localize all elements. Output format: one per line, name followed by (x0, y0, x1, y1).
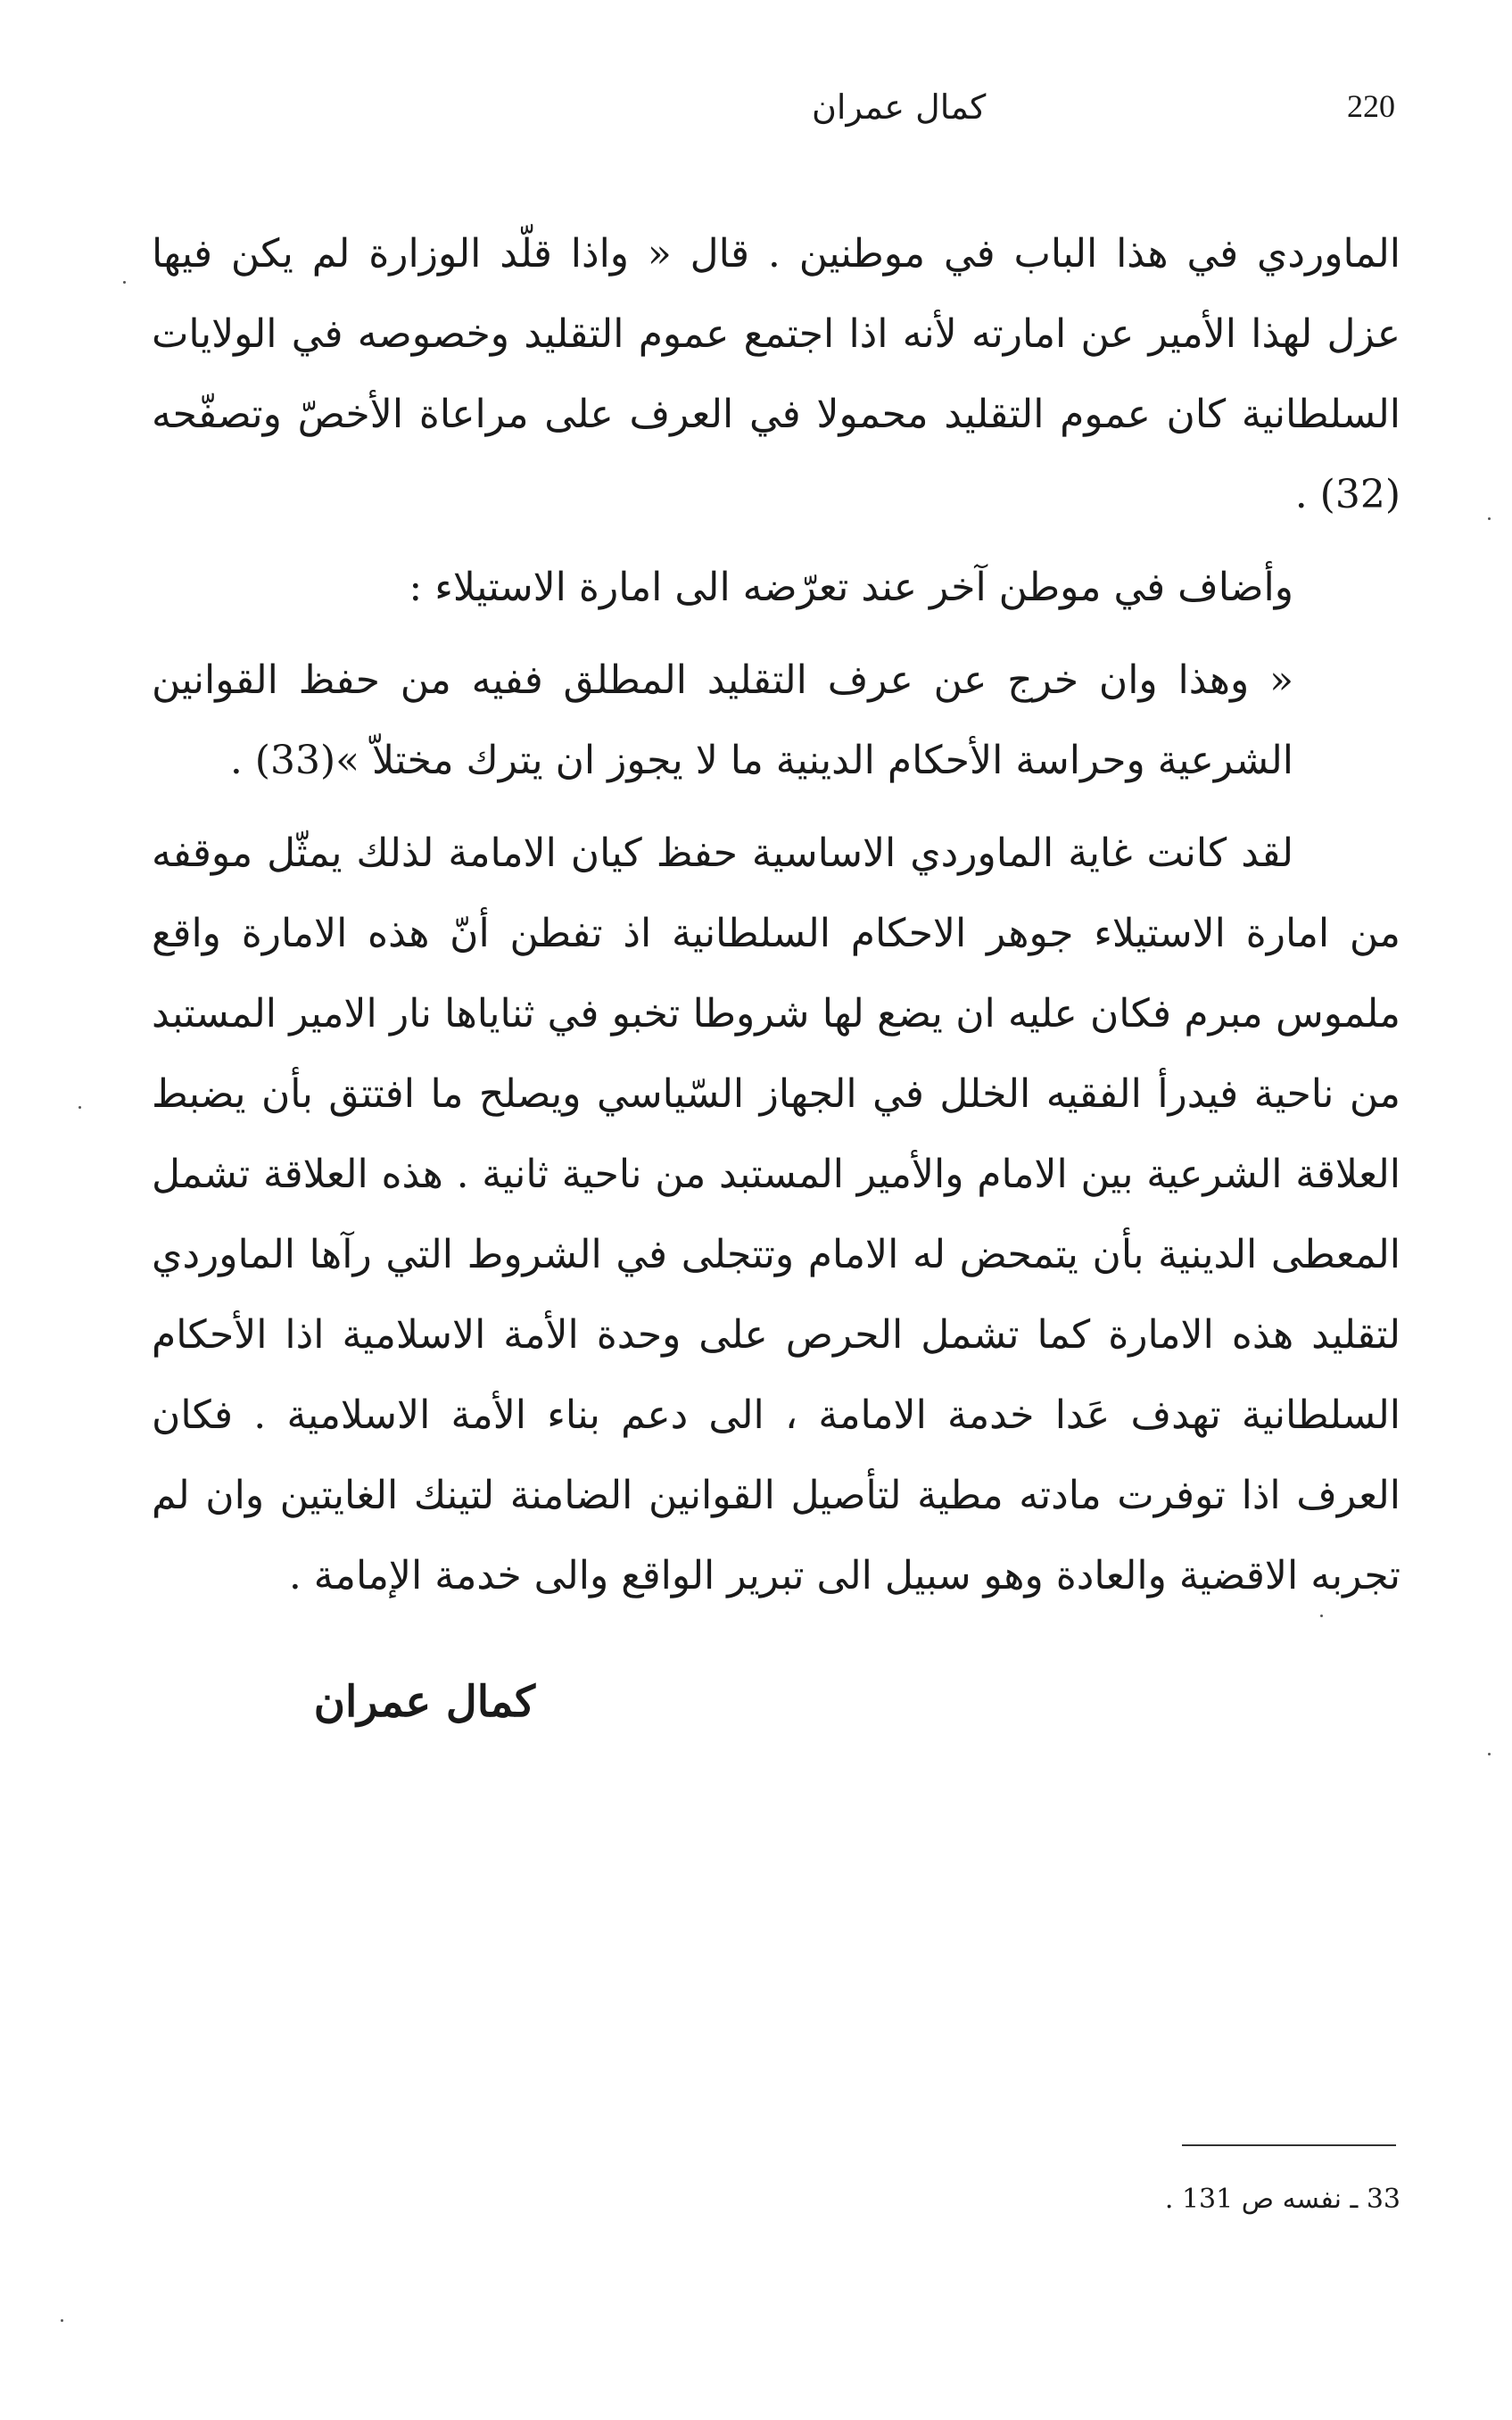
body-text (152, 214, 1400, 1616)
paragraph: لقد كانت غاية الماوردي الاساسية حفظ كيان الامامة لذلك يمثّل موقفه من امارة الاستيلاء جوهر الاحكام السلطانية اذ تفطن أنّ هذه الامارة واقع ملموس مبرم فكان عليه ان يضع لها شروطا تخبو في ثناياها نار الامير المستبد من ناحية فيدرأ الفقيه الخلل في الجهاز السّياسي ويصلح ما افتتق بأن يضبط العلاقة الشرعية بين الامام والأمير المستبد من ناحية ثانية . هذه العلاقة تشمل المعطى الدينية بأن يتمحض له الامام وتتجلى في الشروط التي رآها الماوردي لتقليد هذه الامارة كما تشمل الحرص على وحدة الأمة الاسلامية اذا الأحكام السلطانية تهدف عَدا خدمة الامامة ، الى دعم بناء الأمة الاسلامية . فكان العرف اذا توفرت مادته مطية لتأصيل القوانين الضامنة لتينك الغايتين وان لم تجربه الاقضية والعادة وهو سبيل الى تبرير الواقع والى خدمة الإمامة . (152, 830, 1400, 1598)
footnote-divider (1182, 2144, 1396, 2146)
scan-speck (61, 2319, 63, 2322)
page-header (152, 87, 1400, 150)
scan-speck (1320, 1615, 1323, 1617)
scan-speck (123, 281, 126, 284)
page-number: 220 (1347, 88, 1395, 124)
paragraph: وأضاف في موطن آخر عند تعرّضه الى امارة الاستيلاء : (409, 565, 1293, 610)
quotation-paragraph: « وهذا وان خرج عن عرف التقليد المطلق ففيه من حفظ القوانين الشرعية وحراسة الأحكام الدينية ما لا يجوز ان يترك مختلاّ »(33) . (152, 657, 1293, 783)
author-signature: كمال عمران (313, 1677, 535, 1727)
paragraph: الماوردي في هذا الباب في موطنين . قال « واذا قلّد الوزارة لم يكن فيها عزل لهذا الأمير عن امارته لأنه اذا اجتمع عموم التقليد وخصوصه في الولايات السلطانية كان عموم التقليد محمولا في العرف على مراعاة الأخصّ وتصفّحه (32) . (152, 231, 1400, 517)
footnote: 33 ـ نفسه ص 131 . (1164, 2184, 1400, 2215)
scan-speck (78, 1106, 81, 1109)
scan-speck (1488, 1753, 1491, 1755)
scan-speck (1488, 517, 1491, 520)
running-head: كمال عمران (812, 87, 987, 127)
